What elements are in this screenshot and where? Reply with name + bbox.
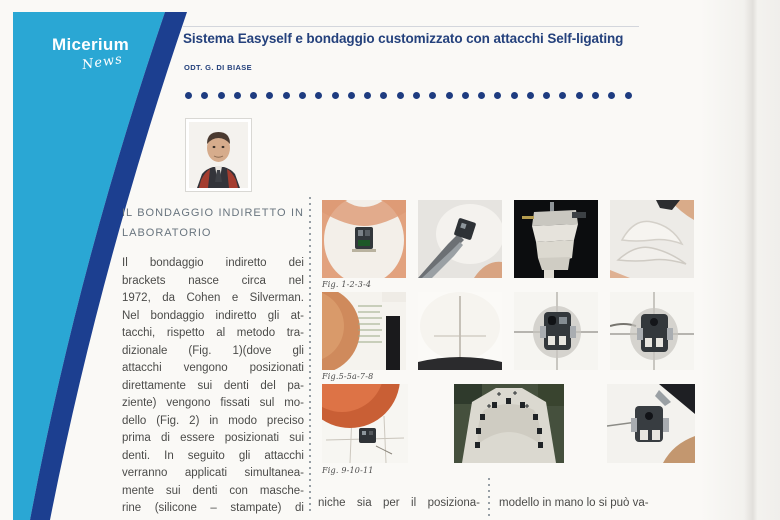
brand-name: Micerium: [52, 35, 130, 54]
dot-icon: [462, 92, 469, 99]
brand-subtitle: News: [81, 51, 124, 74]
figure-photo-9-fingertip-with-bracket: [322, 384, 408, 463]
micerium-news-logo: [52, 35, 130, 74]
figure-photo-6-tooth-with-cross-marking: [418, 292, 502, 370]
figure-caption-row1: Fig. 1-2-3-4: [322, 280, 372, 289]
dot-icon: [494, 92, 501, 99]
text-line: attacchi vengono posizionati: [122, 362, 304, 374]
figure-photo-4-hand-holding-model: [610, 200, 694, 278]
dot-icon: [592, 92, 599, 99]
figure-photo-3-articulator-with-models: [514, 200, 598, 278]
dot-icon: [299, 92, 306, 99]
author-portrait-photo: [185, 118, 252, 192]
text-line: verranno applicati simultanea-: [122, 467, 304, 479]
dot-icon: [266, 92, 273, 99]
text-line: ziente) vengono fissati sul mo-: [122, 397, 304, 409]
scan-page-edge-shadow: [700, 0, 780, 520]
dot-icon: [185, 92, 192, 99]
text-line: direttamente sui denti del pa-: [122, 379, 304, 392]
figure-photo-8-bracket-closeup-on-cross: [610, 292, 694, 370]
figure-photo-1-bracket-on-patient-tooth: [322, 200, 406, 278]
text-line: rine (silicone – stampate) di: [122, 502, 304, 514]
dot-icon: [446, 92, 453, 99]
text-line: LABORATORIO: [122, 227, 212, 239]
dot-icon: [397, 92, 404, 99]
dot-icon: [625, 92, 632, 99]
section-heading: [122, 203, 304, 243]
dot-icon: [348, 92, 355, 99]
figure-photo-11-bracket-with-instrument: [607, 384, 695, 463]
dot-icon: [234, 92, 241, 99]
dot-icon: [380, 92, 387, 99]
column-separator-dotted: [309, 197, 311, 515]
figure-photo-7-bracket-closeup-on-cross: [514, 292, 598, 370]
text-line: Il bondaggio indiretto dei: [122, 257, 304, 269]
dot-icon: [429, 92, 436, 99]
header-rule: [183, 26, 639, 27]
dot-icon: [413, 92, 420, 99]
bottom-column-left-text: niche sia per il posiziona-: [318, 497, 480, 509]
dot-icon: [250, 92, 257, 99]
bottom-column-separator-dotted: [488, 478, 490, 516]
dot-icon: [315, 92, 322, 99]
dot-icon: [332, 92, 339, 99]
text-line: dizionale (Fig. 1)(dove gli: [122, 344, 304, 357]
decorative-dots-row: [185, 92, 632, 99]
author-portrait-drawing: [189, 122, 248, 188]
figure-photo-10-occlusal-arch-with-brackets: [454, 384, 564, 463]
figure-photo-2-tweezers-holding-bracket: [418, 200, 502, 278]
dot-icon: [543, 92, 550, 99]
text-line: Nel bondaggio indiretto gli at-: [122, 309, 304, 322]
article-title: Sistema Easyself e bondaggio customizzato con attacchi Self-ligating: [183, 31, 624, 46]
dot-icon: [576, 92, 583, 99]
text-line: 1972, da Cohen e Silverman.: [122, 292, 304, 304]
dot-icon: [527, 92, 534, 99]
article-author: ODT. G. DI BIASE: [184, 63, 253, 72]
figure-caption-row2: Fig.5-5a-7-8: [322, 372, 374, 381]
text-line: IL BONDAGGIO INDIRETTO IN: [122, 207, 304, 219]
text-line: prima di essere posizionati sui: [122, 432, 304, 444]
dot-icon: [218, 92, 225, 99]
text-line: denti. In seguito gli attacchi: [122, 449, 304, 462]
text-line: mente sui denti con masche-: [122, 484, 304, 497]
dot-icon: [283, 92, 290, 99]
bottom-column-right-text: modello in mano lo si può va-: [499, 497, 649, 509]
dot-icon: [478, 92, 485, 99]
text-line: brackets nasce circa nel: [122, 274, 304, 287]
dot-icon: [364, 92, 371, 99]
dot-icon: [511, 92, 518, 99]
text-line: tacchi, rispetto al metodo tra-: [122, 327, 304, 339]
dot-icon: [608, 92, 615, 99]
article-body-paragraph: [122, 255, 304, 518]
dot-icon: [559, 92, 566, 99]
figure-photo-5-height-gauge-on-tooth: [322, 292, 406, 370]
dot-icon: [201, 92, 208, 99]
text-line: dello (Fig. 2) in modo preciso: [122, 414, 304, 427]
figure-caption-row3: Fig. 9-10-11: [322, 466, 374, 475]
